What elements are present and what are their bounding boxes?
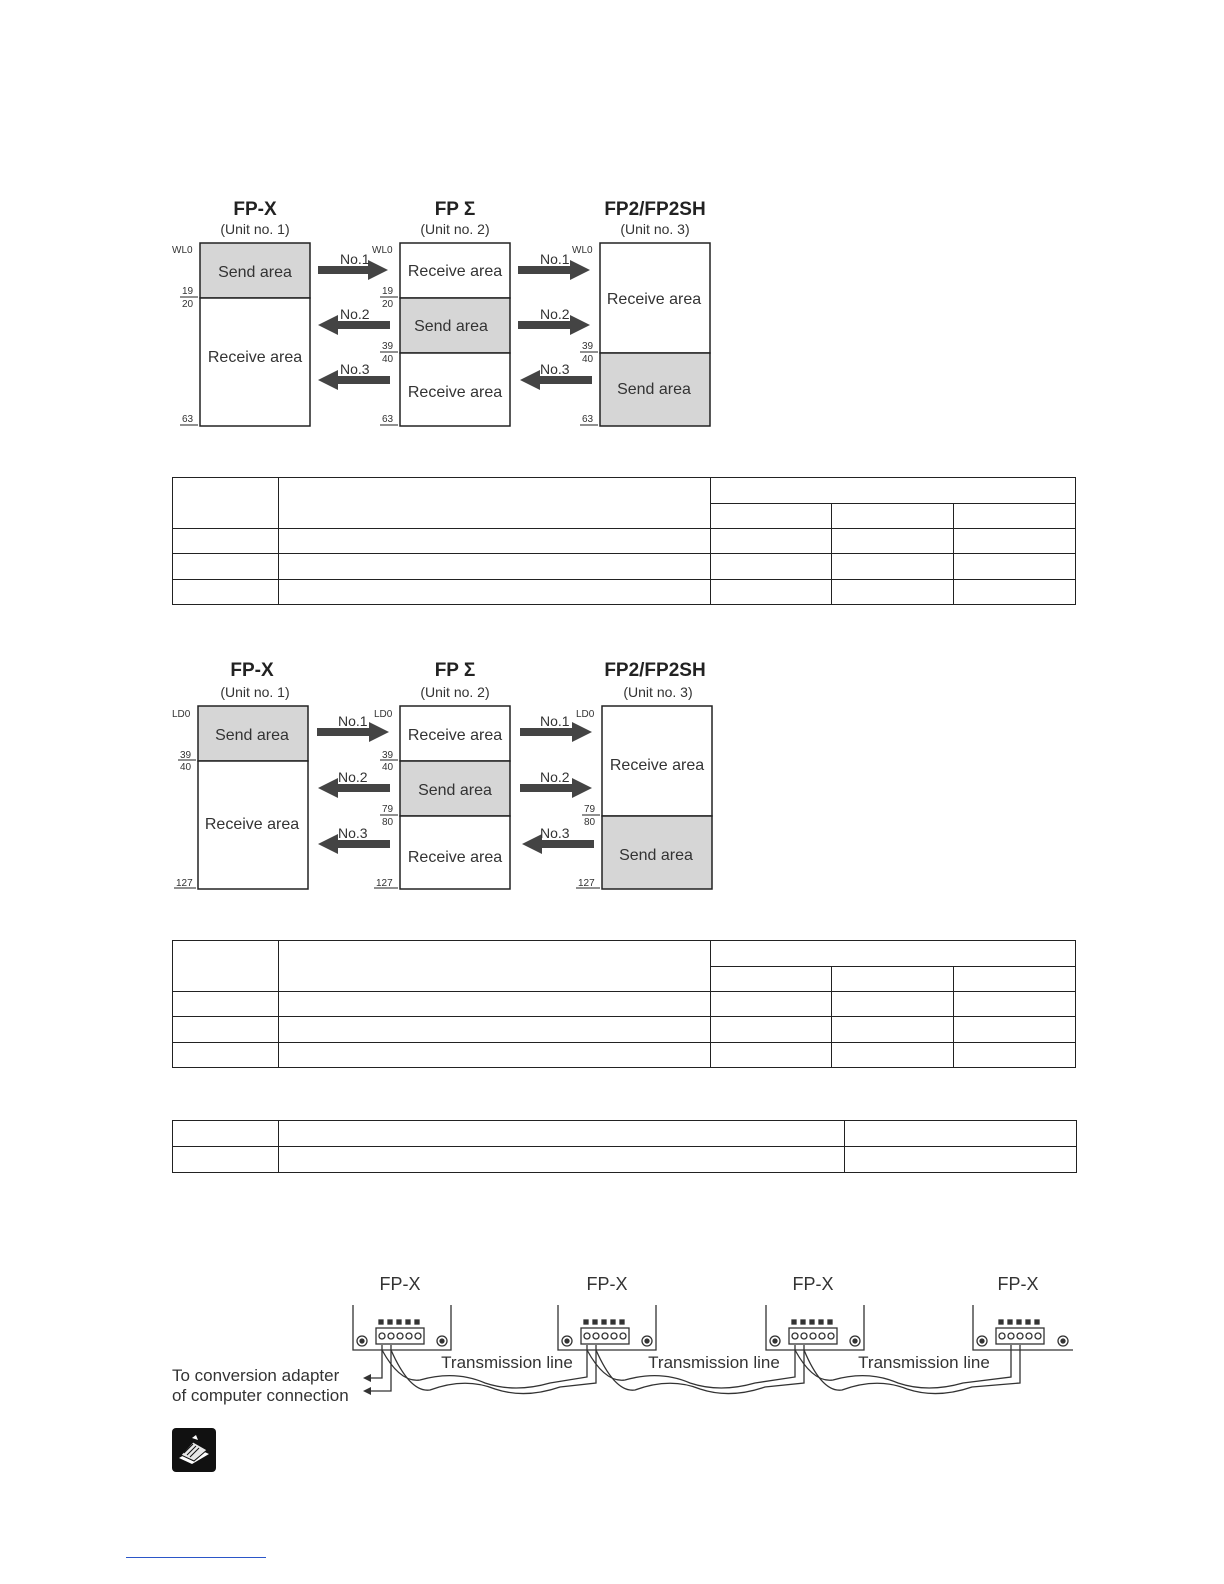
unit2-addr-end: 127 — [376, 878, 393, 889]
unit2-subtitle: (Unit no. 2) — [420, 684, 490, 700]
unit1-subtitle: (Unit no. 1) — [220, 221, 290, 237]
unit3-addr-b: 40 — [582, 354, 594, 365]
unit1-area1: Send area — [218, 264, 292, 281]
unit-title-3: FP-X — [792, 1274, 834, 1294]
svg-text:No.3: No.3 — [540, 825, 570, 841]
unit1-title: FP-X — [230, 660, 274, 681]
arrow-no2-left-a — [318, 769, 390, 798]
settings-table-1 — [172, 477, 1076, 605]
unit1-addr-b: 20 — [182, 299, 194, 310]
unit2-area3: Receive area — [407, 384, 503, 401]
arrow-no3-left-a — [318, 361, 390, 390]
svg-text:No.1: No.1 — [540, 251, 570, 267]
svg-text:No.2: No.2 — [540, 306, 570, 322]
svg-text:No.3: No.3 — [338, 825, 368, 841]
svg-text:No.3: No.3 — [540, 361, 570, 377]
settings-table-3 — [172, 1120, 1077, 1173]
unit3-addr-end: 127 — [578, 878, 595, 889]
unit2-title: FP Σ — [434, 660, 476, 681]
unit-title-2: FP-X — [586, 1274, 628, 1294]
unit2-addr-end: 63 — [382, 414, 394, 425]
reference-book-icon — [172, 1428, 216, 1472]
fp-x-unit-3 — [766, 1305, 864, 1350]
svg-text:No.2: No.2 — [540, 769, 570, 785]
unit2-addr-c: 39 — [382, 341, 394, 352]
unit-title-1: FP-X — [379, 1274, 421, 1294]
unit3-area2: Send area — [619, 847, 693, 864]
unit1-addr-top: WL0 — [172, 245, 193, 256]
unit3-addr-b: 80 — [584, 817, 596, 828]
unit1-addr-a: 19 — [182, 286, 194, 297]
unit1-addr-b: 40 — [180, 762, 192, 773]
arrow-no3-left-a — [318, 825, 390, 854]
unit2-area2: Send area — [414, 318, 488, 335]
adapter-label-line1: To conversion adapter — [172, 1366, 340, 1385]
unit3-addr-end: 63 — [582, 414, 594, 425]
unit2-addr-a: 19 — [382, 286, 394, 297]
unit-title-4: FP-X — [997, 1274, 1039, 1294]
svg-text:No.2: No.2 — [340, 306, 370, 322]
unit2-addr-d: 40 — [382, 354, 394, 365]
link-area-diagram-register — [160, 654, 730, 904]
unit1-addr-a: 39 — [180, 750, 192, 761]
arrow-no2-right-b — [518, 306, 590, 335]
transmission-line-label-2: Transmission line — [648, 1353, 780, 1372]
unit2-subtitle: (Unit no. 2) — [420, 221, 490, 237]
wiring-diagram — [165, 1265, 1080, 1415]
footer-link-underline — [126, 1557, 266, 1558]
unit2-area1: Receive area — [407, 263, 503, 280]
unit3-addr-top: LD0 — [576, 709, 595, 720]
svg-text:No.1: No.1 — [540, 713, 570, 729]
unit2-addr-top: LD0 — [374, 709, 393, 720]
transmission-line-label-1: Transmission line — [441, 1353, 573, 1372]
unit3-addr-a: 79 — [584, 804, 596, 815]
unit2-area2: Send area — [418, 782, 492, 799]
fp-x-unit-2 — [558, 1305, 656, 1350]
unit2-area3: Receive area — [407, 849, 503, 866]
unit3-area1: Receive area — [606, 291, 702, 308]
adapter-label-line2: of computer connection — [172, 1386, 349, 1405]
svg-text:No.2: No.2 — [338, 769, 368, 785]
unit2-addr-a: 39 — [382, 750, 394, 761]
settings-table-2 — [172, 940, 1076, 1068]
svg-text:No.3: No.3 — [340, 361, 370, 377]
link-area-diagram-word — [160, 190, 730, 440]
unit1-addr-top: LD0 — [172, 709, 191, 720]
unit2-area1: Receive area — [407, 727, 503, 744]
unit2-addr-b: 20 — [382, 299, 394, 310]
unit1-title: FP-X — [233, 199, 277, 220]
unit3-area1: Receive area — [609, 757, 705, 774]
unit2-addr-d: 80 — [382, 817, 394, 828]
fp-x-unit-4 — [973, 1305, 1073, 1350]
arrow-no3-left-b — [520, 361, 592, 390]
unit2-addr-top: WL0 — [372, 245, 393, 256]
unit3-title: FP2/FP2SH — [604, 660, 706, 681]
unit2-title: FP Σ — [434, 199, 476, 220]
unit2-addr-c: 79 — [382, 804, 394, 815]
unit3-addr-a: 39 — [582, 341, 594, 352]
unit3-title: FP2/FP2SH — [604, 199, 706, 220]
unit1-area1: Send area — [215, 727, 289, 744]
transmission-line-label-3: Transmission line — [858, 1353, 990, 1372]
unit1-addr-end: 127 — [176, 878, 193, 889]
unit1-subtitle: (Unit no. 1) — [220, 684, 290, 700]
unit1-addr-end: 63 — [182, 414, 194, 425]
unit2-addr-b: 40 — [382, 762, 394, 773]
arrow-no2-right-b — [520, 769, 592, 798]
unit3-area2: Send area — [617, 381, 691, 398]
arrow-no2-left-a — [318, 306, 390, 335]
unit3-subtitle: (Unit no. 3) — [620, 221, 690, 237]
unit1-area2: Receive area — [207, 349, 303, 366]
unit3-subtitle: (Unit no. 3) — [623, 684, 693, 700]
arrow-no3-left-b — [522, 825, 594, 854]
unit1-area2: Receive area — [204, 816, 300, 833]
svg-text:No.1: No.1 — [340, 251, 370, 267]
fp-x-unit-1 — [353, 1305, 451, 1350]
svg-text:No.1: No.1 — [338, 713, 368, 729]
unit3-addr-top: WL0 — [572, 245, 593, 256]
